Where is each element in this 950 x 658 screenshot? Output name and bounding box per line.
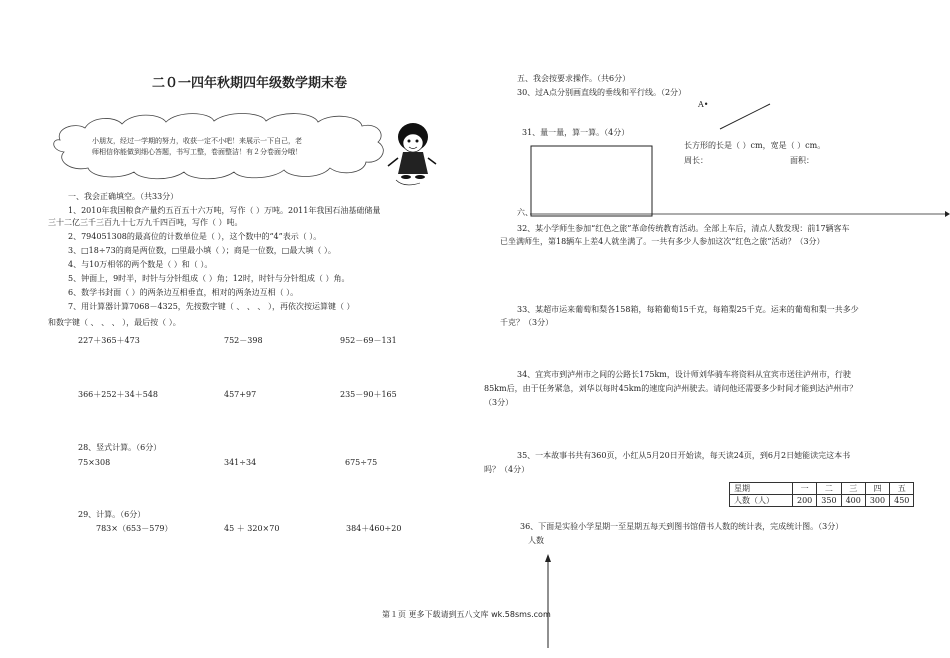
question-5: 5、钟面上，9时半，时针与分针组成（ ）角；12时，时针与分针组成（ ）角。 (68, 274, 350, 283)
vertical-calc-item: 341÷34 (224, 458, 257, 467)
table-header-cell: 三 (841, 483, 865, 495)
question-32b: 已坐满师生，第18辆车上差4人就坐满了。一共有多少人参加这次“红色之旅”活动？（3分） (500, 237, 825, 246)
cloud-bubble (54, 113, 384, 178)
table-header-cell: 一 (793, 483, 817, 495)
question-7a: 7、用计算器计算7068－4325，先按数字键（ 、 、 、 ），再依次按运算键（ ） (68, 302, 355, 311)
table-header-cell: 五 (890, 483, 914, 495)
question-1a: 1、2010年我国粮食产量约五百五十六万吨，写作（ ）万吨。2011年我国石油基础储量 (68, 206, 381, 215)
table-header-cell: 四 (865, 483, 889, 495)
question-35b: 吗？（4分） (484, 465, 530, 474)
calc-item: 952－69－131 (340, 336, 397, 345)
question-35a: 35、一本故事书共有360页，小红从5月20日开始读，每天读24页，到6月2日她能读完这本书 (517, 451, 851, 460)
chart-y-axis-label: 人数 (528, 536, 544, 545)
point-a-label: A• (698, 100, 709, 109)
greeting-line-1: 小朋友，经过一学期的努力，收获一定不小吧！来展示一下自己，老 (92, 137, 302, 145)
greeting-line-2: 师相信你能做到细心答题，书写工整，卷面整洁！有２分卷面分哦！ (92, 148, 302, 156)
question-31: 31、量一量，算一算。（4分） (522, 128, 630, 137)
question-34c: （3分） (484, 398, 514, 407)
table-row (730, 483, 914, 495)
table-header-cell: 星期 (730, 483, 793, 495)
calc-item: 235－90＋165 (340, 390, 397, 399)
question-2: 2、794051308的最高位的计数单位是（ ），这个数中的“4”表示（ ）。 (68, 232, 322, 241)
table-row (730, 495, 914, 507)
calc-item: 752－398 (224, 336, 263, 345)
table-cell: 300 (865, 495, 889, 507)
question-34b: 85km后，由于任务紧急，刘华以每时45km的速度向泸州驶去。请问他还需要多少时间才能到达泸州市？ (484, 384, 858, 393)
perimeter-label: 周长： (684, 156, 708, 165)
section-6-heading: 六、 (517, 208, 533, 217)
measure-rectangle (531, 146, 652, 216)
table-cell: 人数（人） (730, 495, 793, 507)
vertical-calc-item: 75×308 (78, 458, 111, 467)
table-cell: 400 (841, 495, 865, 507)
arrow-head-up (545, 554, 551, 562)
question-33a: 33、某超市运来葡萄和梨各158箱，每箱葡萄15千克，每箱梨25千克。运来的葡萄和梨一共多少 (517, 305, 859, 314)
question-36: 36、下面是实验小学星期一至星期五每天到图书馆借书人数的统计表，完成统计图。（3分） (520, 522, 844, 531)
compute-item: 384＋460÷20 (346, 524, 402, 533)
calc-item: 457+97 (224, 390, 257, 399)
question-3: 3、□18÷73的商是两位数，□里最小填（ ）；商是一位数，□最大填（ ）。 (68, 246, 336, 255)
question-29-heading: 29、计算。（6分） (78, 510, 146, 519)
question-30: 30、过A点分别画直线的垂线和平行线。（2分） (517, 88, 687, 97)
question-6: 6、数学书封面（ ）的两条边互相垂直，相对的两条边互相（ ）。 (68, 288, 299, 297)
page-title: 二０一四年秋期四年级数学期末卷 (152, 76, 348, 91)
question-34a: 34、宜宾市到泸州市之间的公路长175km，设计师刘华骑车将资料从宜宾市送往泸州市，行驶 (517, 370, 851, 379)
section-5-heading: 五、我会按要求操作。（共6分） (517, 74, 631, 83)
question-32a: 32、某小学师生参加“红色之旅”革命传统教育活动。全部上车后，清点人数发现：前17辆客车 (517, 224, 850, 233)
question-4: 4、与10万相邻的两个数是（ ）和（ ）。 (68, 260, 213, 269)
area-label: 面积： (790, 156, 814, 165)
question-28-heading: 28、竖式计算。（6分） (78, 443, 162, 452)
page-footer: 第１页 更多下载请到五八文库 wk.58sms.com (382, 610, 551, 619)
arrow-head-right (945, 211, 950, 217)
calc-item: 227＋365＋473 (78, 336, 140, 345)
table-cell: 450 (890, 495, 914, 507)
question-1b: 三十二亿三千三百九十七万九千四百吨，写作（ ）吨。 (48, 218, 243, 227)
compute-item: 45 ＋ 320×70 (224, 524, 280, 533)
vertical-calc-item: 675÷75 (345, 458, 378, 467)
rectangle-dimensions: 长方形的长是（ ）cm，宽是（ ）cm。 (684, 141, 826, 150)
cartoon-child-icon (388, 123, 436, 185)
compute-item: 783×（653－579） (96, 524, 173, 533)
question-33b: 千克？（3分） (500, 318, 554, 327)
question-7b: 和数字键（ 、 、 、 ），最后按（ ）。 (48, 318, 181, 327)
given-line (720, 104, 770, 129)
table-header-cell: 二 (817, 483, 841, 495)
calc-item: 366＋252＋34＋548 (78, 390, 158, 399)
section-1-heading: 一、我会正确填空。（共33分） (68, 192, 179, 201)
table-cell: 350 (817, 495, 841, 507)
table-cell: 200 (793, 495, 817, 507)
library-stats-table (729, 482, 914, 507)
